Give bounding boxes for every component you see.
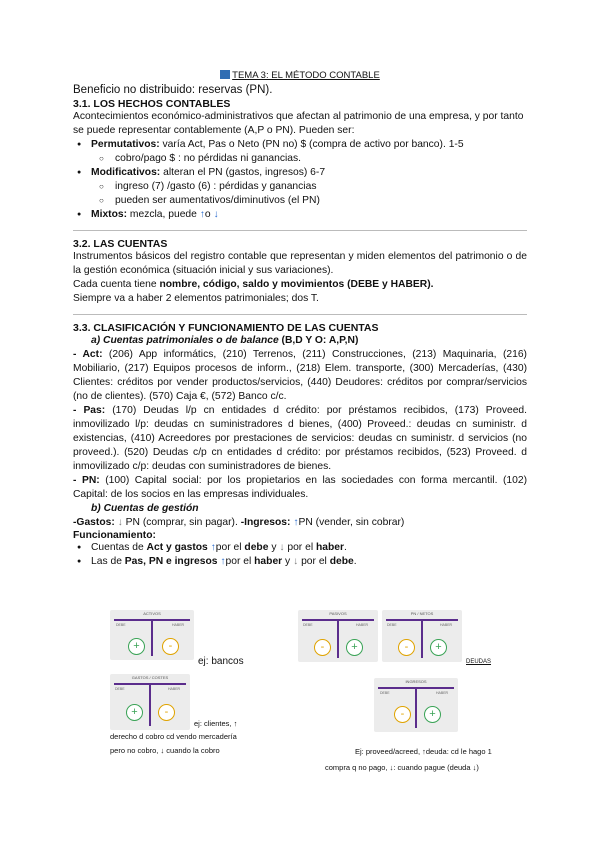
intro-line: Beneficio no distribuido: reservas (PN).	[73, 84, 273, 96]
plus-icon: +	[346, 639, 363, 656]
pas-paragraph: - Pas: (170) Deudas l/p cn entidades d crédito: por préstamos recibidos, (173) Proveed. inmovilizado l/p: deudas cn suministradores d bienes, (400) Proveed.: deudas cn suministr. d existencias, (410) Acreedores por prestaciones de servicios: deudas cn suministr. d servicios (no proveed.). (520) Deudas c/p cn entidades d crédito: por préstamos recibidos, (523) Proveed. d inmovilizado c/p: deudas con suministradores de bienes.	[73, 405, 528, 472]
subheading-b: b) Cuentas de gestión	[91, 503, 199, 514]
list-item-permutativos: ● Permutativos: varía Act, Pas o Neto (PN no) $ (compra de activo por banco). 1-5	[91, 138, 527, 152]
t-account-gastos: GASTOS / COSTES DEBE HABER + -	[110, 674, 190, 730]
plus-icon: +	[430, 639, 447, 656]
funcionamiento-heading: Funcionamiento:	[73, 530, 156, 541]
caption-clientes-3: pero no cobro, ↓ cuando la cobro	[110, 746, 220, 755]
t-account-netos: PN / NETOS DEBE HABER - +	[382, 610, 462, 662]
t-account-ingresos: INGRESOS DEBE HABER - +	[374, 678, 458, 732]
subheading-a: a) Cuentas patrimoniales o de balance (B,D Y O: A,P,N)	[91, 335, 359, 346]
t-account-pasivos: PASIVOS DEBE HABER - +	[298, 610, 378, 662]
divider	[73, 314, 527, 315]
section-32-line2: Cada cuenta tiene nombre, código, saldo y movimientos (DEBE y HABER).	[73, 279, 434, 290]
book-icon	[220, 70, 230, 79]
list-item-pas-pn-ingresos: ● Las de Pas, PN e ingresos ↑por el haber y ↓ por el debe.	[91, 555, 527, 569]
act-paragraph: - Act: (206) App informátics, (210) Terrenos, (211) Construcciones, (213) Maquinaria, (216) Mobiliario, (217) Equipos procesos de inform., (218) Elem. transporte, (300) Mercaderías, (430) Clientes: créditos por vender productos/servicios, (440) Deudores: créditos por comprar/servicios (no de clientes). (570) Caja €, (572) Banco c/c.	[73, 349, 527, 402]
caption-bancos: ej: bancos	[198, 656, 244, 667]
section-32-line3: Siempre va a haber 2 elementos patrimoniales; dos T.	[73, 293, 319, 304]
gastos-ingresos-line: -Gastos: ↓ PN (comprar, sin pagar). -Ingresos: ↑PN (vender, sin cobrar)	[73, 517, 405, 528]
caption-clientes-2: derecho d cobro cd vendo mercadería	[110, 732, 237, 741]
minus-icon: -	[398, 639, 415, 656]
document-title: TEMA 3: EL MÉTODO CONTABLE	[73, 70, 527, 81]
caption-proveed-2: compra q no pago, ↓: cuando pague (deuda ↓)	[325, 763, 479, 772]
divider	[73, 230, 527, 231]
arrow-up-icon: ↑	[199, 209, 205, 220]
pn-paragraph: - PN: (100) Capital social: por los propietarios en las sociedades con forma mercantil. (102) Capital: de los socios en las empresas individuales.	[73, 475, 527, 500]
section-31-text: Acontecimientos económico-administrativos que afectan al patrimonio de una empresa, y por tanto se puede representar contablemente (A,P o PN). Pueden ser:	[73, 111, 524, 136]
arrow-down-icon: ↓	[114, 517, 123, 528]
minus-icon: -	[394, 706, 411, 723]
t-account-activos: ACTIVOS DEBE HABER + -	[110, 610, 194, 660]
document-page	[73, 70, 527, 569]
arrow-down-icon: ↓	[213, 209, 219, 220]
list-item-permutativos-sub: ○ cobro/pago $ : no pérdidas ni ganancias.	[91, 152, 527, 166]
arrow-up-icon: ↑	[290, 517, 299, 528]
list-item-act-gastos: ● Cuentas de Act y gastos ↑por el debe y ↓ por el haber.	[91, 541, 527, 555]
funcionamiento-list	[73, 541, 527, 569]
minus-icon: -	[162, 638, 179, 655]
minus-icon: -	[314, 639, 331, 656]
section-33-heading: 3.3. CLASIFICACIÓN Y FUNCIONAMIENTO DE LAS CUENTAS	[73, 322, 379, 334]
hechos-list	[73, 138, 527, 222]
plus-icon: +	[424, 706, 441, 723]
caption-proveed-1: Ej: proveed/acreed, ↑deuda: cd le hago 1	[355, 747, 492, 756]
caption-deudas: DEUDAS	[466, 659, 492, 665]
list-item-modificativos-sub1: ○ ingreso (7) /gasto (6) : pérdidas y ganancias	[91, 180, 527, 194]
section-32-heading: 3.2. LAS CUENTAS	[73, 238, 168, 250]
list-item-mixtos: ● Mixtos: mezcla, puede ↑o ↓	[91, 208, 527, 222]
caption-clientes-1: ej: clientes, ↑	[194, 719, 238, 728]
section-32-text: Instrumentos básicos del registro contable que representan y miden elementos del patrimonio o de la gestión económica (situación inicial y sus variaciones).	[73, 251, 527, 276]
plus-icon: +	[128, 638, 145, 655]
list-item-modificativos: ● Modificativos: alteran el PN (gastos, ingresos) 6-7	[91, 166, 527, 180]
list-item-modificativos-sub2: ○ pueden ser aumentativos/diminutivos (el PN)	[91, 194, 527, 208]
minus-icon: -	[158, 704, 175, 721]
plus-icon: +	[126, 704, 143, 721]
section-31-heading: 3.1. LOS HECHOS CONTABLES	[73, 98, 231, 110]
